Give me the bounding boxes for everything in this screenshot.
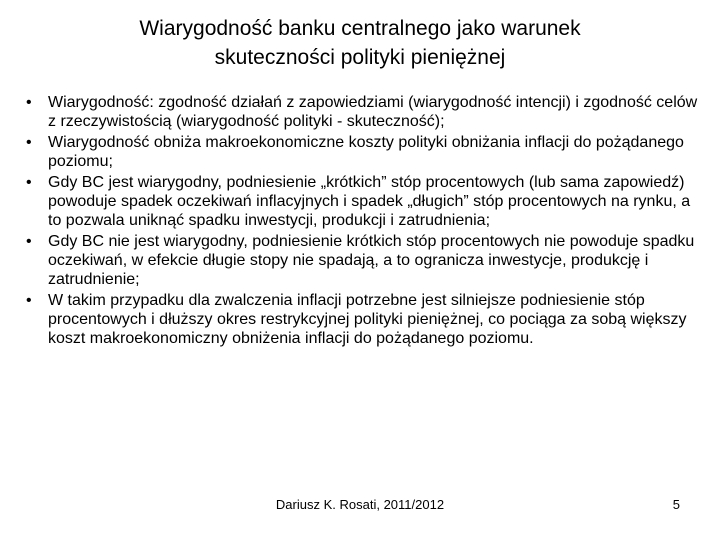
bullet-item (22, 93, 702, 131)
bullet-item (22, 291, 702, 348)
footer-author: Dariusz K. Rosati, 2011/2012 (275, 497, 445, 512)
bullet-list (22, 93, 702, 350)
bullet-icon: • (26, 134, 32, 151)
bullet-icon: • (26, 292, 32, 309)
slide-title-line-1: Wiarygodność banku centralnego jako warunek (139, 17, 581, 40)
bullet-item (22, 232, 702, 289)
bullet-text: W takim przypadku dla zwalczenia inflacji potrzebne jest silniejsze podniesienie stóp procentowych i dłuższy okres restrykcyjnej polityki pieniężnej, co pociąga za sobą większy koszt makroekonomiczny obniżenia inflacji do pożądanego poziomu. (48, 292, 687, 347)
slide-title-line-2: skuteczności polityki pieniężnej (214, 46, 506, 69)
bullet-text: Wiarygodność obniża makroekonomiczne koszty polityki obniżania inflacji do pożądanego poziomu; (48, 134, 684, 170)
bullet-item (22, 173, 702, 230)
bullet-text: Gdy BC jest wiarygodny, podniesienie „krótkich” stóp procentowych (lub sama zapowiedź) powoduje spadek oczekiwań inflacyjnych i spadek „długich” stóp procentowych na rynku, a to pozwala uniknąć spadku inwestycji, produkcji i zatrudnienia; (48, 174, 691, 229)
bullet-item (22, 133, 702, 171)
bullet-text: Wiarygodność: zgodność działań z zapowiedziami (wiarygodność intencji) i zgodność celów z rzeczywistością (wiarygodność polityki - skuteczność); (48, 94, 698, 130)
bullet-icon: • (26, 94, 32, 111)
bullet-icon: • (26, 174, 32, 191)
bullet-icon: • (26, 233, 32, 250)
slide-title (40, 14, 680, 72)
bullet-text: Gdy BC nie jest wiarygodny, podniesienie krótkich stóp procentowych nie powoduje spadku oczekiwań, w efekcie długie stopy nie spadają, a to ogranicza inwestycje, produkcję i zatrudnienie; (48, 233, 695, 288)
page-number: 5 (672, 497, 680, 512)
